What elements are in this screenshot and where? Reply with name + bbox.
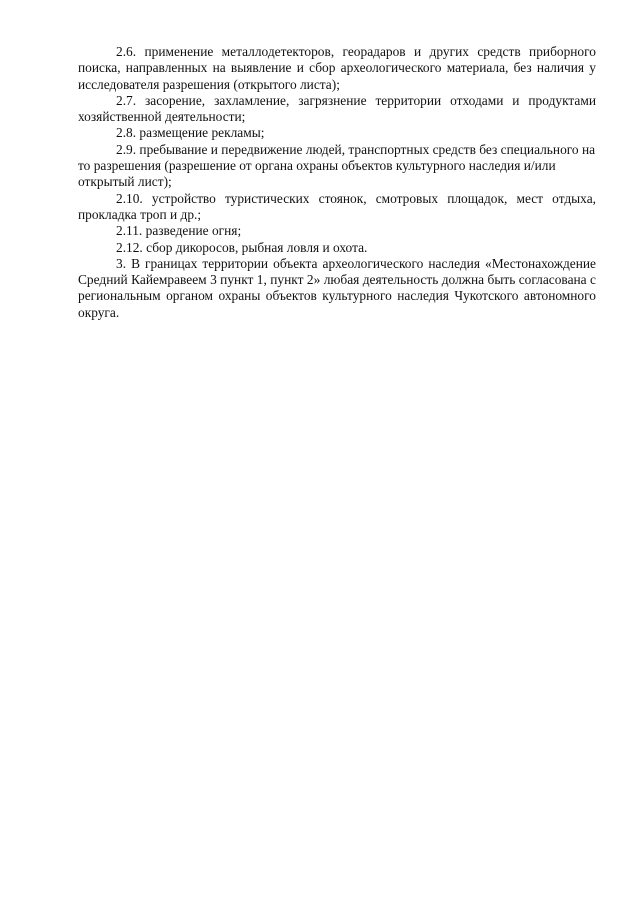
paragraph-2-10: 2.10. устройство туристических стоянок, смотровых площадок, мест отдыха, прокладка троп и др.;	[78, 190, 596, 222]
paragraph-2-8: 2.8. размещение рекламы;	[116, 125, 265, 141]
paragraph-3: 3. В границах территории объекта археологического наследия «Местонахождение Средний Кайемравеем 3 пункт 1, пункт 2» любая деятельность должна быть согласована с региональным органом охраны объектов культурного наследия Чукотского автономного округа.	[78, 255, 596, 320]
paragraph-2-7: 2.7. засорение, захламление, загрязнение территории отходами и продуктами хозяйственной деятельности;	[78, 92, 596, 125]
paragraph-2-6: 2.6. применение металлодетекторов, георадаров и других средств приборного поиска, направленных на выявление и сбор археологического материала, без наличия у исследователя разрешения (открытого листа);	[78, 44, 596, 92]
document-body	[78, 44, 596, 321]
paragraph-2-9: 2.9. пребывание и передвижение людей, транспортных средств без специального на то разрешения (разрешение от органа охраны объектов культурного наследия и/или открытый лист);	[78, 141, 596, 190]
paragraph-2-12: 2.12. сбор дикоросов, рыбная ловля и охота.	[116, 239, 368, 255]
paragraph-2-11: 2.11. разведение огня;	[116, 223, 242, 239]
